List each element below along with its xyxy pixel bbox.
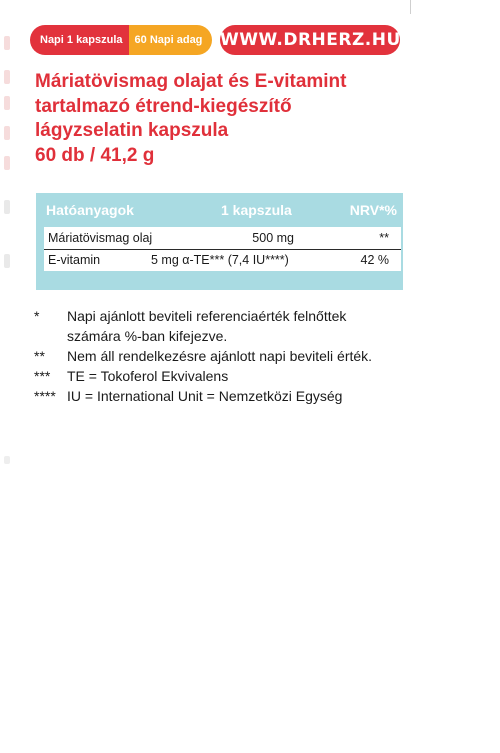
footnote-mark: * [34, 308, 40, 324]
ingredient-name: Máriatövismag olaj [48, 231, 153, 245]
daily-dose-badge: Napi 1 kapszula [30, 25, 129, 55]
ingredient-amount: 500 mg [252, 231, 294, 245]
product-title [35, 70, 395, 168]
footnote-text: számára %-ban kifejezve. [67, 328, 228, 344]
table-row [44, 249, 401, 271]
badge-row [30, 24, 400, 56]
servings-badge: 60 Napi adag [129, 25, 213, 55]
dose-pill [30, 25, 212, 55]
footnote-mark: *** [34, 368, 51, 384]
table-row [44, 227, 401, 250]
footnote-text: Napi ajánlott beviteli referenciaérték felnőttek [67, 308, 347, 324]
title-line: lágyzselatin kapszula [35, 120, 229, 141]
footnote-text: IU = International Unit = Nemzetközi Egység [67, 388, 343, 404]
footnote-text: TE = Tokoferol Ekvivalens [67, 368, 229, 384]
ingredient-name: E-vitamin [48, 253, 101, 267]
ingredient-amount: 5 mg α-TE*** (7,4 IU****) [151, 253, 289, 267]
header-ingredients: Hatóanyagok [46, 202, 134, 218]
table-header [36, 193, 403, 227]
footnote [34, 366, 414, 386]
title-line: 60 db / 41,2 g [35, 144, 155, 166]
footnote-mark: **** [34, 388, 56, 404]
header-per-capsule: 1 kapszula [221, 202, 292, 218]
footnote-mark: ** [34, 348, 45, 364]
footnote [34, 306, 414, 346]
title-line: Máriatövismag olajat és E-vitamint [35, 71, 347, 92]
nutrition-table [36, 193, 403, 290]
crop-rule [410, 0, 411, 14]
left-edge-artifact [0, 30, 14, 470]
footnote [34, 386, 414, 406]
footnote [34, 346, 414, 366]
header-nrv: NRV*% [349, 202, 397, 218]
website-badge: WWW.DRHERZ.HU [220, 25, 400, 55]
footnote-text: Nem áll rendelkezésre ajánlott napi beviteli érték. [67, 348, 373, 364]
ingredient-nrv: ** [379, 231, 389, 245]
ingredient-nrv: 42 % [360, 253, 389, 267]
footnotes [34, 306, 414, 406]
table-body [44, 227, 401, 271]
title-line: tartalmazó étrend-kiegészítő [35, 95, 292, 117]
